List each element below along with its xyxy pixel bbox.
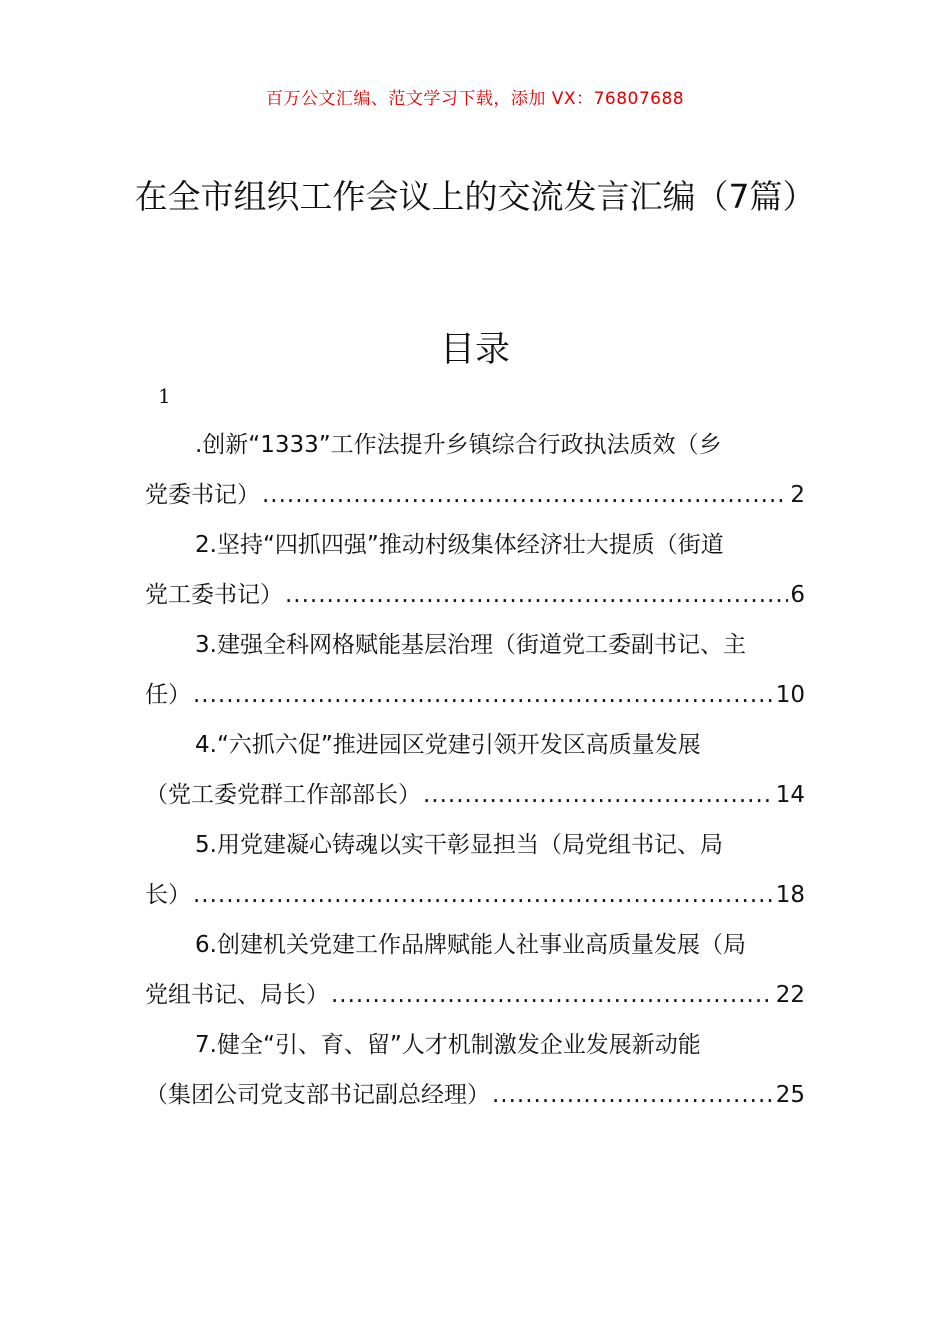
toc-entry-title-continued: （集团公司党支部书记副总经理） [145,1082,490,1108]
document-title: 在全市组织工作会议上的交流发言汇编（7篇） [134,177,816,216]
toc-leader-dots [492,1070,774,1120]
toc-entry[interactable] [145,520,805,620]
toc-leader-dots [285,570,788,620]
toc-entry-title-continued: 任） [145,682,191,708]
toc-entry[interactable] [145,720,805,820]
toc-entry-title-continued: （党工委党群工作部部长） [145,782,421,808]
toc-entry-title: 3.建强全科网格赋能基层治理（街道党工委副书记、主 [195,632,746,658]
toc-page-number: 6 [790,582,805,608]
toc-page-number: 14 [775,782,805,808]
toc-entry-title: 6.创建机关党建工作品牌赋能人社事业高质量发展（局 [195,932,746,958]
toc-entry[interactable] [145,920,805,1020]
toc-entry-title: 7.健全“引、育、留”人才机制激发企业发展新动能 [195,1032,701,1058]
toc-leader-dots [193,670,774,720]
toc-page-number: 18 [775,882,805,908]
table-of-contents [145,420,805,1120]
toc-entry-title: .创新“1333”工作法提升乡镇综合行政执法质效（乡 [195,432,722,458]
toc-entry-title-continued: 长） [145,882,191,908]
toc-page-number: 25 [775,1082,805,1108]
toc-entry-title-continued: 党工委书记） [145,582,283,608]
download-banner: 百万公文汇编、范文学习下载，添加 VX：76807688 [265,89,685,109]
toc-entry-title-continued: 党委书记） [145,482,260,508]
toc-entry[interactable] [145,1020,805,1120]
toc-entry[interactable] [145,820,805,920]
toc-entry-title: 4.“六抓六促”推进园区党建引领开发区高质量发展 [195,732,701,758]
toc-entry[interactable] [145,620,805,720]
toc-leader-dots [423,770,774,820]
toc-entry-title-continued: 党组书记、局长） [145,982,329,1008]
toc-leader-dots [262,470,788,520]
toc-page-number: 2 [790,482,805,508]
toc-marker: 1 [158,384,171,408]
toc-entry-title: 5.用党建凝心铸魂以实干彰显担当（局党组书记、局 [195,832,723,858]
toc-page-number: 22 [775,982,805,1008]
toc-heading: 目录 [439,330,510,370]
toc-page-number: 10 [775,682,805,708]
toc-entry[interactable] [145,420,805,520]
toc-leader-dots [193,870,774,920]
toc-entry-title: 2.坚持“四抓四强”推动村级集体经济壮大提质（街道 [195,532,724,558]
toc-leader-dots [331,970,774,1020]
